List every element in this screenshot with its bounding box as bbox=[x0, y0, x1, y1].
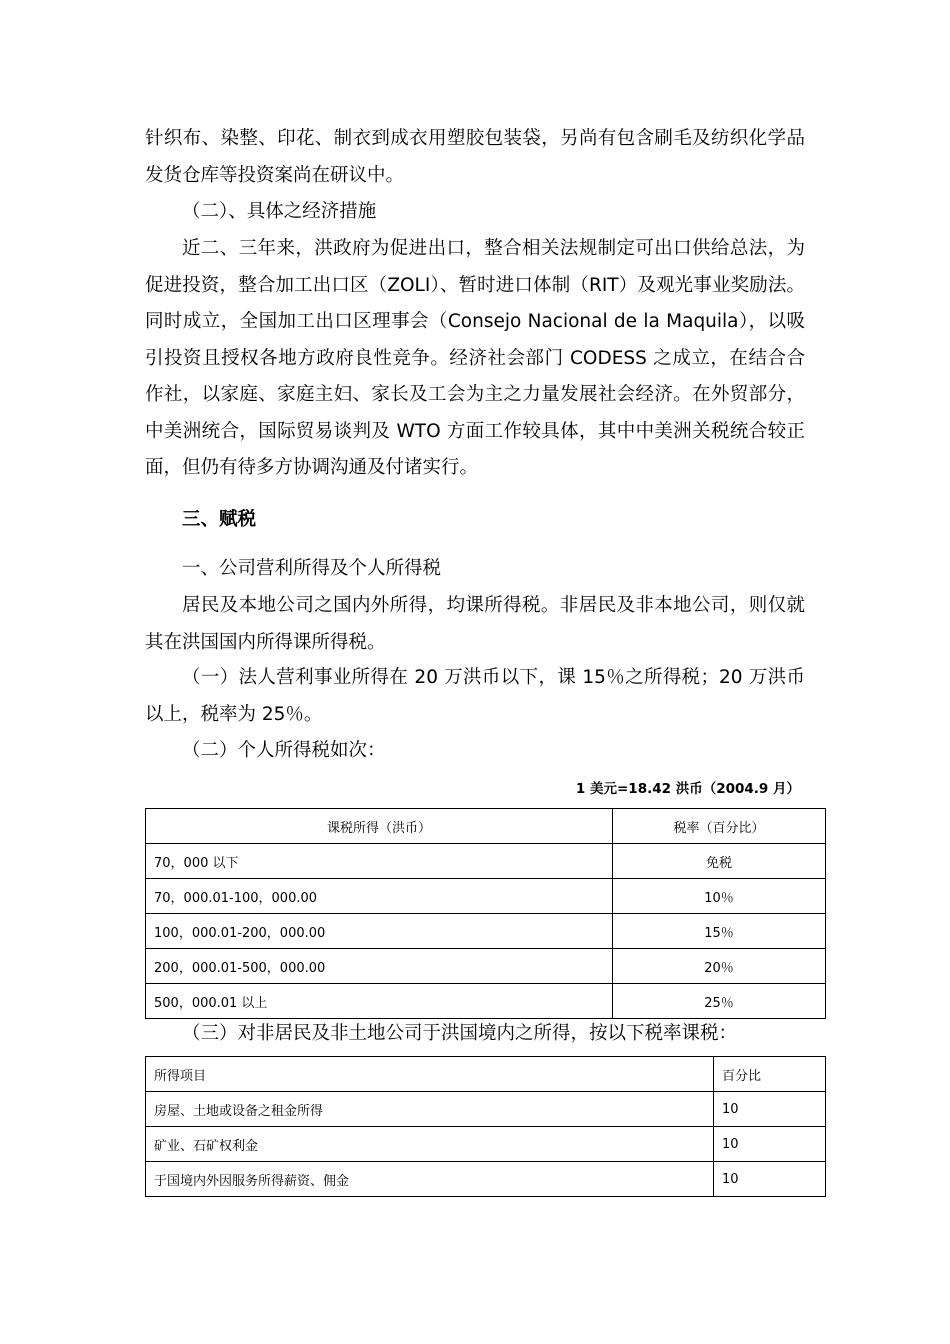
table-cell: 于国境内外因服务所得薪资、佣金 bbox=[146, 1162, 714, 1197]
subheading-income-tax: 一、公司营利所得及个人所得税 bbox=[182, 558, 442, 579]
table-cell: 房屋、土地或设备之租金所得 bbox=[146, 1092, 714, 1127]
table-row bbox=[146, 949, 826, 984]
table-header-row bbox=[146, 809, 826, 844]
table-header-cell: 税率（百分比） bbox=[613, 809, 826, 844]
table-cell: 500，000.01 以上 bbox=[146, 984, 613, 1019]
table-header-cell: 所得项目 bbox=[146, 1057, 714, 1092]
table-cell: 100，000.01-200，000.00 bbox=[146, 914, 613, 949]
table-cell: 免税 bbox=[613, 844, 826, 879]
table-row bbox=[146, 914, 826, 949]
table-row bbox=[146, 1127, 826, 1162]
nonresident-tax-table bbox=[145, 1056, 826, 1197]
table-cell: 矿业、石矿权利金 bbox=[146, 1127, 714, 1162]
table-header-row bbox=[146, 1057, 826, 1092]
table-cell: 10 bbox=[714, 1127, 826, 1162]
table-cell: 15％ bbox=[613, 914, 826, 949]
table-row bbox=[146, 879, 826, 914]
table-cell: 70，000 以下 bbox=[146, 844, 613, 879]
table-cell: 25％ bbox=[613, 984, 826, 1019]
table-cell: 10％ bbox=[613, 879, 826, 914]
section-heading-economic-measures: （二）、具体之经济措施 bbox=[182, 201, 377, 222]
paragraph-personal-income-tax: （二）个人所得税如次： bbox=[182, 740, 386, 761]
table-cell: 10 bbox=[714, 1092, 826, 1127]
table-cell: 70，000.01-100，000.00 bbox=[146, 879, 613, 914]
paragraph-textile-investments: 针织布、染整、印花、制衣到成衣用塑胶包装袋，另尚有包含刷毛及纺织化学品发货仓库等投资案尚在研议中。 bbox=[145, 128, 805, 186]
table-row bbox=[146, 844, 826, 879]
table-row bbox=[146, 1162, 826, 1197]
section-heading-taxation: 三、赋税 bbox=[182, 509, 257, 530]
paragraph-nonresident-tax: （三）对非居民及非土地公司于洪国境内之所得，按以下税率课税： bbox=[182, 1023, 738, 1044]
paragraph-resident-income: 居民及本地公司之国内外所得，均课所得税。非居民及非本地公司，则仅就其在洪国国内所得课所得税。 bbox=[145, 595, 805, 653]
exchange-rate-note: 1 美元=18.42 洪币（2004.9 月） bbox=[575, 781, 800, 797]
table-header-cell: 课税所得（洪币） bbox=[146, 809, 613, 844]
paragraph-economic-measures: 近二、三年来，洪政府为促进出口，整合相关法规制定可出口供给总法，为促进投资，整合加工出口区（ZOLI）、暂时进口体制（RIT）及观光事业奖励法。同时成立，全国加工出口区理事会（Consejo Nacional de la Maquila），以吸引投资且授权各地方政府良性竞争。经济社会部门 CODESS 之成立，在结合合作社，以家庭、家庭主妇、家长及工会为主之力量发展社会经济。在外贸部分，中美洲统合，国际贸易谈判及 WTO 方面工作较具体，其中中美洲关税统合较正面，但仍有待多方协调沟通及付诸实行。 bbox=[145, 238, 805, 478]
table-row bbox=[146, 984, 826, 1019]
table-cell: 20％ bbox=[613, 949, 826, 984]
table-header-cell: 百分比 bbox=[714, 1057, 826, 1092]
table-row bbox=[146, 1092, 826, 1127]
personal-income-tax-table bbox=[145, 808, 826, 1019]
paragraph-corporate-rate: （一）法人营利事业所得在 20 万洪币以下，课 15％之所得税；20 万洪币以上，税率为 25％。 bbox=[145, 667, 805, 725]
table-cell: 200，000.01-500，000.00 bbox=[146, 949, 613, 984]
table-cell: 10 bbox=[714, 1162, 826, 1197]
